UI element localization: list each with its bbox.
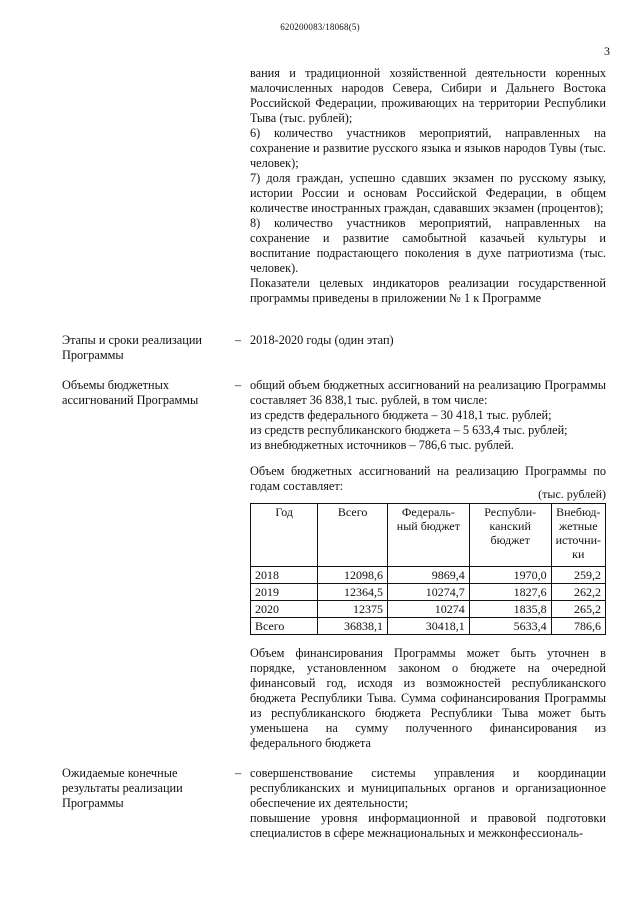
financing-note: Объем финансирования Программы может быть уточнен в порядке, установленном законом о бюджете на очередной финансовый год, исходя из возможностей республиканского бюджета Республики Тыва. Сумма софинансирования Программы из республиканского бюджета Республики Тыва может быть уменьшена на сумму полученного финансирования из федерального бюджета bbox=[250, 646, 606, 750]
table-header-row bbox=[251, 504, 606, 567]
budget-dash: – bbox=[235, 378, 242, 392]
result-item-2: повышение уровня информационной и правовой подготовки специалистов в сфере межнациональных и межконфессиональ- bbox=[250, 811, 606, 840]
col-header-year: Год bbox=[251, 504, 318, 567]
stages-label: Этапы и сроки реализации Программы bbox=[62, 333, 202, 362]
stages-value: 2018-2020 годы (один этап) bbox=[250, 333, 394, 347]
results-dash: – bbox=[235, 766, 242, 780]
document-number: 620200083/18068(5) bbox=[280, 22, 360, 32]
intro-paragraph-1: вания и традиционной хозяйственной деятельности коренных малочисленных народов Севера, Сибири и Дальнего Востока Российской Федерации, проживающих на территории Республики Тыва (тыс. рублей); bbox=[250, 66, 606, 125]
table-cell: 12364,5 bbox=[318, 584, 388, 601]
results-text bbox=[250, 766, 606, 841]
table-row bbox=[251, 601, 606, 618]
table-cell: 10274,7 bbox=[387, 584, 469, 601]
col-header-extrabudgetary: Внебюд-жетные источни-ки bbox=[551, 504, 605, 567]
table-row bbox=[251, 567, 606, 584]
budget-republican: из средств республиканского бюджета – 5 633,4 тыс. рублей; bbox=[250, 423, 568, 437]
col-header-republican: Республи-канский бюджет bbox=[469, 504, 551, 567]
budget-table bbox=[250, 503, 606, 635]
table-cell: 2018 bbox=[251, 567, 318, 584]
table-unit: (тыс. рублей) bbox=[538, 487, 606, 501]
budget-extrabudgetary: из внебюджетных источников – 786,6 тыс. рублей. bbox=[250, 438, 514, 452]
col-header-federal: Федераль-ный бюджет bbox=[387, 504, 469, 567]
page-number: 3 bbox=[604, 44, 610, 58]
stages-dash: – bbox=[235, 333, 242, 347]
intro-text bbox=[250, 66, 606, 306]
intro-paragraph-2: 6) количество участников мероприятий, направленных на сохранение и развитие русского языка и языков народов Тувы (тыс. человек); bbox=[250, 126, 606, 170]
intro-paragraph-3: 7) доля граждан, успешно сдавших экзамен по русскому языку, истории России и основам Российской Федерации, в общем количестве иностранных граждан, сдававших экзамен (процентов); bbox=[250, 171, 606, 215]
budget-by-years: Объем бюджетных ассигнований на реализацию Программы по годам составляет: bbox=[250, 464, 606, 493]
table-cell: Всего bbox=[251, 618, 318, 635]
table-row-total bbox=[251, 618, 606, 635]
table-cell: 10274 bbox=[387, 601, 469, 618]
table-cell: 786,6 bbox=[551, 618, 605, 635]
table-cell: 30418,1 bbox=[387, 618, 469, 635]
table-cell: 2019 bbox=[251, 584, 318, 601]
table-cell: 12098,6 bbox=[318, 567, 388, 584]
table-cell: 9869,4 bbox=[387, 567, 469, 584]
table-cell: 265,2 bbox=[551, 601, 605, 618]
table-cell: 1970,0 bbox=[469, 567, 551, 584]
table-cell: 259,2 bbox=[551, 567, 605, 584]
table-cell: 12375 bbox=[318, 601, 388, 618]
table-cell: 5633,4 bbox=[469, 618, 551, 635]
results-label: Ожидаемые конечные результаты реализации Программы bbox=[62, 766, 183, 810]
table-cell: 1827,6 bbox=[469, 584, 551, 601]
intro-paragraph-4: 8) количество участников мероприятий, направленных на сохранение и развитие самобытной казачьей культуры и воспитание подрастающего поколения в духе патриотизма (тыс. человек). bbox=[250, 216, 606, 275]
budget-federal: из средств федерального бюджета – 30 418,1 тыс. рублей; bbox=[250, 408, 552, 422]
table-cell: 36838,1 bbox=[318, 618, 388, 635]
intro-paragraph-5: Показатели целевых индикаторов реализации государственной программы приведены в приложении № 1 к Программе bbox=[250, 276, 606, 305]
table-cell: 262,2 bbox=[551, 584, 605, 601]
budget-text bbox=[250, 378, 606, 453]
table-cell: 1835,8 bbox=[469, 601, 551, 618]
table-cell: 2020 bbox=[251, 601, 318, 618]
budget-total: общий объем бюджетных ассигнований на реализацию Программы составляет 36 838,1 тыс. рублей, в том числе: bbox=[250, 378, 606, 407]
table-row bbox=[251, 584, 606, 601]
result-item-1: совершенствование системы управления и координации республиканских и муниципальных органов и организационное обеспечение их деятельности; bbox=[250, 766, 606, 810]
col-header-total: Всего bbox=[318, 504, 388, 567]
budget-label: Объемы бюджетных ассигнований Программы bbox=[62, 378, 199, 407]
